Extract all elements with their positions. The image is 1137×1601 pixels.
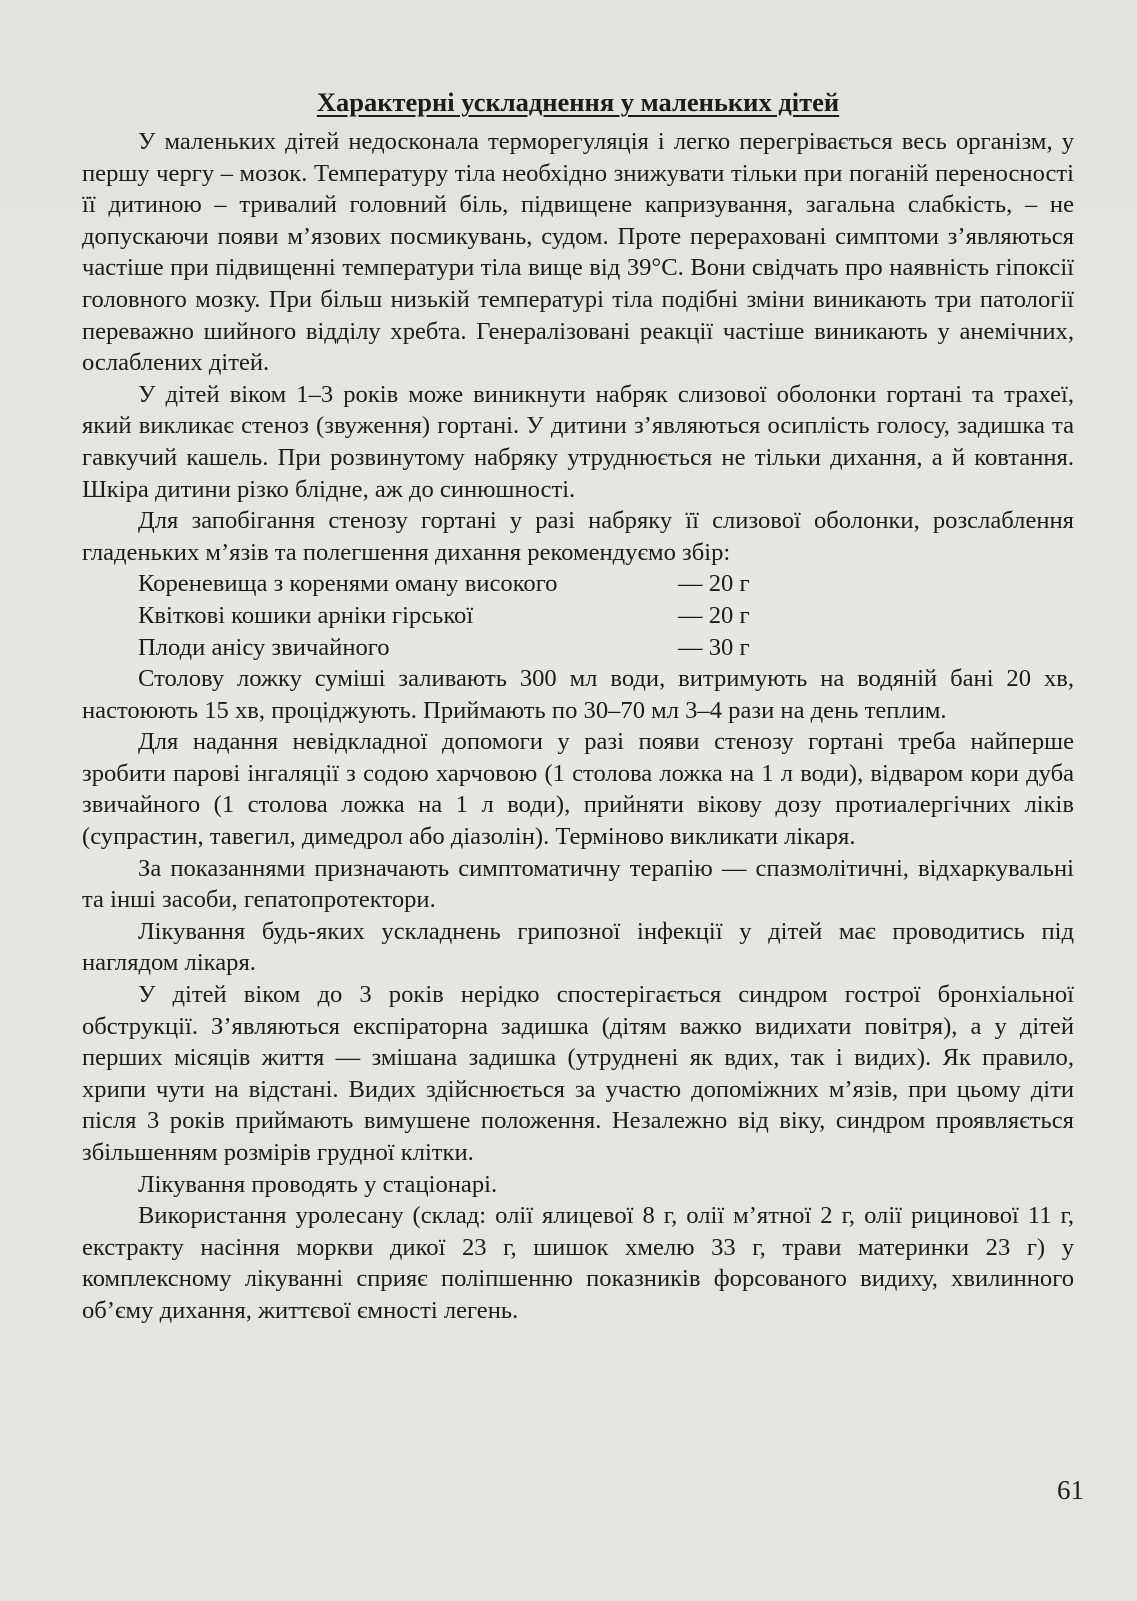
page-content xyxy=(82,82,1074,1327)
herb-list xyxy=(82,568,1074,663)
herb-amount: — 30 г xyxy=(678,633,750,661)
paragraph-hospital-treatment: Лікування проводять у стаціонарі. xyxy=(138,1170,498,1198)
herb-item xyxy=(82,568,1074,600)
section-title: Характерні ускладнення у маленьких дітей xyxy=(316,87,840,117)
herb-amount: — 20 г xyxy=(678,570,750,598)
paragraph-doctor-supervision: Лікування будь-яких ускладнень грипозної інфекції у дітей має проводитись під наглядом лікаря. xyxy=(82,917,1074,977)
herb-item xyxy=(82,632,1074,664)
paragraph-thermoregulation: У маленьких дітей недосконала терморегуляція і легко перегрівається весь організм, у першу чергу – мозок. Температуру тіла необхідно знижувати тільки при поганій переносності її дитиною – тривалий головний біль, підвищене капризування, загальна слабкість, – не допускаючи появи м’язових посмикувань, судом. Проте перераховані симптоми з’являються частіше при підвищенні температури тіла вище від 39°С. Вони свідчать про наявність гіпоксії головного мозку. При більш низькій температурі тіла подібні зміни виникають три патології переважно шийного відділу хребта. Генералізовані реакції частіше виникають у анемічних, ослаблених дітей. xyxy=(82,128,1074,377)
herb-name: Плоди анісу звичайного xyxy=(138,633,390,661)
herb-item xyxy=(82,600,1074,632)
paragraph-emergency-care: Для надання невідкладної допомоги у разі появи стенозу гортані треба найперше зробити парові інгаляції з содою харчовою (1 столова ложка на 1 л води), відваром кори дуба звичайного (1 столова ложка на 1 л води), прийняти вікову дозу протиалергічних ліків (супрастин, тавегил, димедрол або діазолін). Терміново викликати лікаря. xyxy=(82,728,1074,851)
herb-amount: — 20 г xyxy=(678,601,750,629)
paragraph-bronchial-obstruction: У дітей віком до 3 років нерідко спостерігається синдром гострої бронхіальної обструкції. З’являються експіраторна задишка (дітям важко видихати повітря), а у дітей перших місяців життя — змішана задишка (утруднені як вдих, так і видих). Як правило, хрипи чути на відстані. Видих здійснюється за участю допоміжних м’язів, при цьому діти після 3 років приймають вимушене положення. Незалежно від віку, синдром проявляється збільшенням розмірів грудної клітки. xyxy=(82,981,1074,1166)
paragraph-herbal-mix-intro: Для запобігання стенозу гортані у разі набряку її слизової оболонки, розслаблення гладеньких м’язів та полегшення дихання рекомендуємо збір: xyxy=(82,507,1074,566)
paragraph-urolesan: Використання уролесану (склад: олії ялицевої 8 г, олії м’ятної 2 г, олії рицинової 11 г, екстракту насіння моркви дикої 23 г, шишок хмелю 33 г, трави материнки 23 г) у комплексному лікуванні сприяє поліпшенню показників форсованого видиху, хвилинного об’єму дихання, життєвої ємності легень. xyxy=(82,1202,1074,1324)
paragraph-preparation: Столову ложку суміші заливають 300 мл води, витримують на водяній бані 20 хв, настоюють 15 хв, проціджують. Приймають по 30–70 мл 3–4 рази на день теплим. xyxy=(82,665,1074,724)
paragraph-symptomatic-therapy: За показаннями призначають симптоматичну терапію — спазмолітичні, відхаркувальні та інші засоби, гепатопротектори. xyxy=(82,854,1074,914)
herb-name: Кореневища з коренями оману високого xyxy=(138,570,558,598)
herb-name: Квіткові кошики арніки гірської xyxy=(138,601,474,629)
paragraph-larynx-edema: У дітей віком 1–3 років може виникнути набряк слизової оболонки гортані та трахеї, який викликає стеноз (звуження) гортані. У дитини з’являються осиплість голосу, задишка та гавкучий кашель. При розвинутому набряку утруднюється не тільки дихання, а й ковтання. Шкіра дитини різко блідне, аж до синюшності. xyxy=(82,380,1074,503)
page-number: 61 xyxy=(1057,1475,1084,1505)
